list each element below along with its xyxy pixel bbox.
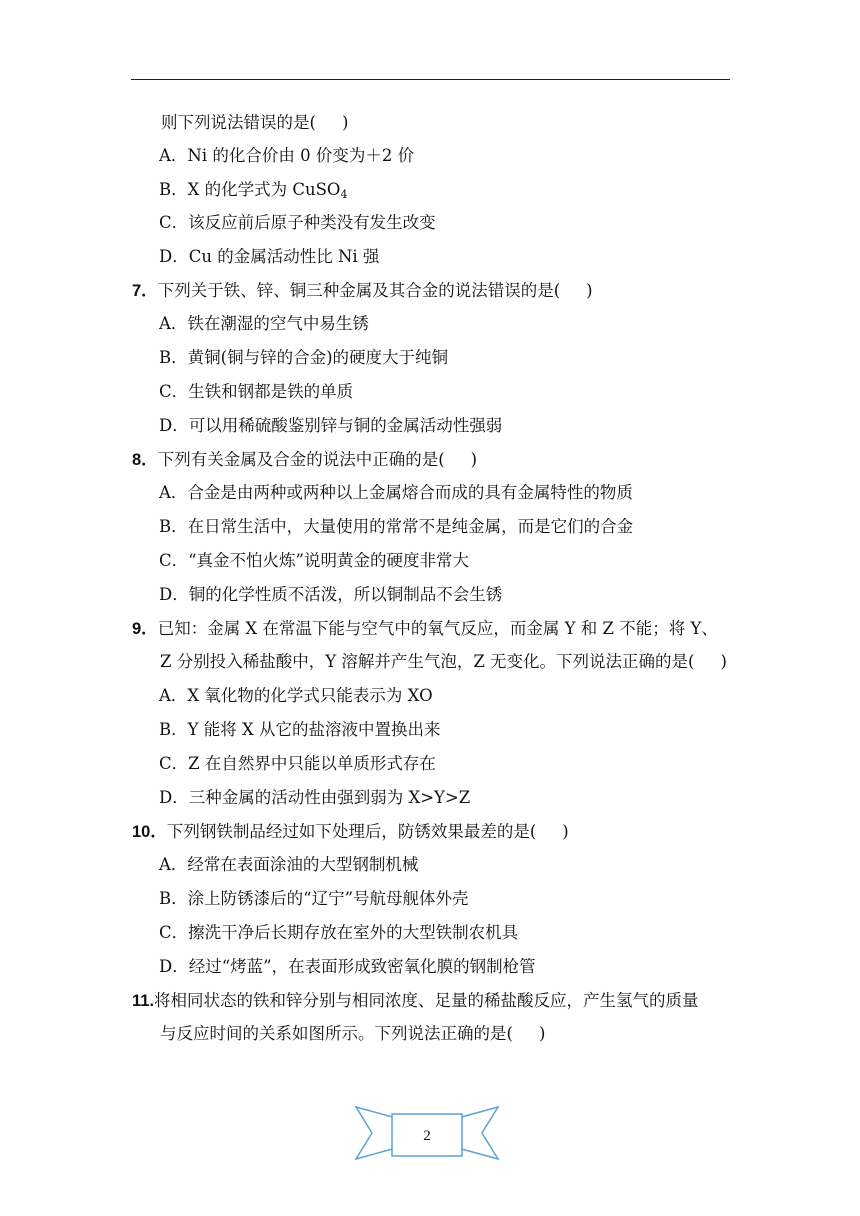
q7-number: 7． <box>132 282 158 300</box>
q9-option-d: D．三种金属的活动性由强到弱为 X>Y>Z <box>159 788 471 807</box>
q11-number: 11. <box>132 992 155 1010</box>
q9-option-c: C．Z 在自然界中只能以单质形式存在 <box>159 754 436 773</box>
q11-stem-line1: 11.将相同状态的铁和锌分别与相同浓度、足量的稀盐酸反应，产生氢气的质量 <box>132 991 699 1010</box>
q10-option-c: C．擦洗干净后长期存放在室外的大型铁制农机具 <box>159 923 519 942</box>
q7-option-b: B．黄铜(铜与锌的合金)的硬度大于纯铜 <box>159 348 449 367</box>
q11-stem-line2: 与反应时间的关系如图所示。下列说法正确的是( ) <box>160 1024 546 1043</box>
q8-stem: 8．下列有关金属及合金的说法中正确的是( ) <box>132 450 478 469</box>
q6-option-c: C．该反应前后原子种类没有发生改变 <box>159 213 436 232</box>
q10-option-d: D．经过“烤蓝”，在表面形成致密氧化膜的钢制枪管 <box>159 957 536 976</box>
q7-option-d: D．可以用稀硫酸鉴别锌与铜的金属活动性强弱 <box>159 416 503 435</box>
q7-option-c: C．生铁和钢都是铁的单质 <box>159 382 354 401</box>
q6-option-d: D．Cu 的金属活动性比 Ni 强 <box>159 247 380 266</box>
q7-option-a: A．铁在潮湿的空气中易生锈 <box>159 314 369 333</box>
q6-option-b: B．X 的化学式为 CuSO$_4$ <box>159 180 348 201</box>
q8-option-b: B．在日常生活中，大量使用的常常不是纯金属，而是它们的合金 <box>159 517 634 536</box>
q6-stem: 则下列说法错误的是( ) <box>161 113 349 132</box>
q8-option-d: D．铜的化学性质不活泼，所以铜制品不会生锈 <box>159 585 503 604</box>
q9-stem-line1: 9．已知：金属 X 在常温下能与空气中的氧气反应，而金属 Y 和 Z 不能；将 Y、 <box>132 619 718 638</box>
q10-option-a: A．经常在表面涂油的大型钢制机械 <box>159 855 419 874</box>
page-number-ribbon <box>352 1104 502 1162</box>
q7-stem: 7．下列关于铁、锌、铜三种金属及其合金的说法错误的是( ) <box>132 281 593 300</box>
q9-stem-line2: Z 分别投入稀盐酸中，Y 溶解并产生气泡，Z 无变化。下列说法正确的是( ) <box>160 652 727 671</box>
q10-number: 10． <box>132 823 167 841</box>
q10-stem: 10．下列钢铁制品经过如下处理后，防锈效果最差的是( ) <box>132 822 569 841</box>
q9-number: 9． <box>132 620 158 638</box>
q9-option-b: B．Y 能将 X 从它的盐溶液中置换出来 <box>159 720 441 739</box>
header-rule <box>131 79 730 80</box>
q10-option-b: B．涂上防锈漆后的“辽宁”号航母舰体外壳 <box>159 889 469 908</box>
q9-option-a: A．X 氧化物的化学式只能表示为 XO <box>159 686 433 705</box>
q6-option-a: A．Ni 的化合价由 0 价变为＋2 价 <box>159 146 415 165</box>
q8-number: 8． <box>132 451 158 469</box>
q8-option-a: A．合金是由两种或两种以上金属熔合而成的具有金属特性的物质 <box>159 483 633 502</box>
page-number: 2 <box>423 1128 431 1144</box>
q8-option-c: C．“真金不怕火炼”说明黄金的硬度非常大 <box>159 551 469 570</box>
